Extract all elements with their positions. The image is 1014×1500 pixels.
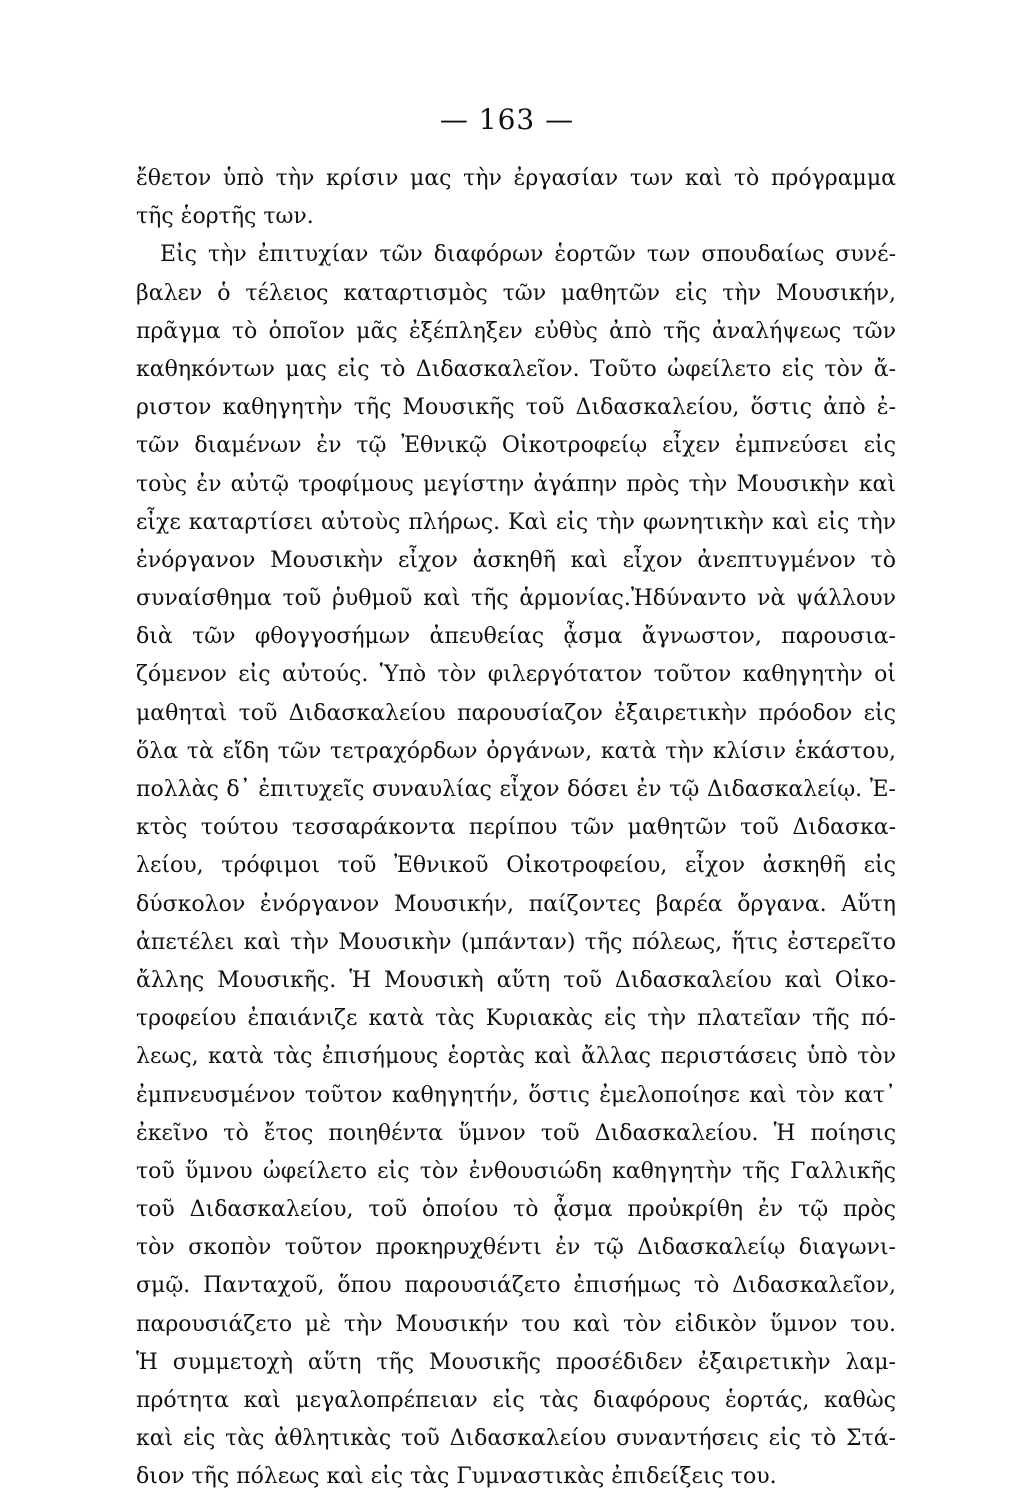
text-line: Ἡ συμμετοχὴ αὕτη τῆς Μουσικῆς προσέδιδεν ἐξαιρετικὴν λαμ- [136,1349,896,1375]
text-line: παρουσιάζετο μὲ τὴν Μουσικήν του καὶ τὸν εἰδικὸν ὕμνον του. [136,1311,896,1337]
text-line: τοῦ ὕμνου ὠφείλετο εἰς τὸν ἐνθουσιώδη καθηγητὴν τῆς Γαλλικῆς [136,1158,896,1184]
text-line: δύσκολον ἐνόργανον Μουσικήν, παίζοντες βαρέα ὄργανα. Αὕτη [136,891,896,917]
text-line: τοῦ Διδασκαλείου, τοῦ ὁποίου τὸ ᾆσμα προὐκρίθη ἐν τῷ πρὸς [136,1197,896,1223]
text-line: τροφείου ἐπαιάνιζε κατὰ τὰς Κυριακὰς εἰς τὴν πλατεῖαν τῆς πό- [136,1006,896,1032]
text-line: πρότητα καὶ μεγαλοπρέπειαν εἰς τὰς διαφόρους ἑορτάς, καθὼς [136,1388,896,1413]
text-line: καθηκόντων μας εἰς τὸ Διδασκαλεῖον. Τοῦτο ὠφείλετο εἰς τὸν ἄ- [136,356,896,382]
text-line: μαθηταὶ τοῦ Διδασκαλείου παρουσίαζον ἐξαιρετικὴν πρόοδον εἰς [136,700,896,726]
text-line: λείου, τρόφιμοι τοῦ Ἐθνικοῦ Οἰκοτροφείου, εἶχον ἀσκηθῆ εἰς [136,853,896,879]
body-text [136,160,896,1497]
text-line: λεως, κατὰ τὰς ἐπισήμους ἑορτὰς καὶ ἄλλας περιστάσεις ὑπὸ τὸν [136,1044,896,1070]
text-line: διὰ τῶν φθογγοσήμων ἀπευθείας ᾆσμα ἄγνωστον, παρουσια- [136,624,896,650]
text-line: τῆς ἑορτῆς των. [136,204,314,230]
text-line: διον τῆς πόλεως καὶ εἰς τὰς Γυμναστικὰς ἐπιδείξεις του. [136,1464,777,1490]
text-line: καὶ εἰς τὰς ἀθλητικὰς τοῦ Διδασκαλείου συναντήσεις εἰς τὸ Στά- [136,1426,896,1452]
paragraph-start-line: Εἰς τὴν ἐπιτυχίαν τῶν διαφόρων ἑορτῶν των σπουδαίως συνέ- [160,242,896,268]
text-line: κτὸς τούτου τεσσαράκοντα περίπου τῶν μαθητῶν τοῦ Διδασκα- [136,815,896,841]
text-line: σμῷ. Πανταχοῦ, ὅπου παρουσιάζετο ἐπισήμως τὸ Διδασκαλεῖον, [136,1273,896,1299]
text-line: ζόμενον εἰς αὐτούς. Ὑπὸ τὸν φιλεργότατον τοῦτον καθηγητὴν οἱ [136,662,896,688]
text-line: ἐκεῖνο τὸ ἔτος ποιηθέντα ὕμνον τοῦ Διδασκαλείου. Ἡ ποίησις [136,1120,896,1146]
text-line: συναίσθημα τοῦ ῥυθμοῦ καὶ τῆς ἁρμονίας.Ἠδύναντο νὰ ψάλλουν [136,586,896,612]
text-line: ριστον καθηγητὴν τῆς Μουσικῆς τοῦ Διδασκαλείου, ὅστις ἀπὸ ἐ- [136,395,896,421]
text-line: τοὺς ἐν αὐτῷ τροφίμους μεγίστην ἀγάπην πρὸς τὴν Μουσικὴν καὶ [136,471,896,497]
text-line: πρᾶγμα τὸ ὁποῖον μᾶς ἐξέπληξεν εὐθὺς ἀπὸ τῆς ἀναλήψεως τῶν [136,318,896,344]
text-line: ἐμπνευσμένον τοῦτον καθηγητήν, ὅστις ἐμελοποίησε καὶ τὸν κατ᾽ [136,1082,896,1108]
page-number: — 163 — [439,103,575,136]
text-line: βαλεν ὁ τέλειος καταρτισμὸς τῶν μαθητῶν εἰς τὴν Μουσικήν, [136,280,896,306]
text-line: ἔθετον ὑπὸ τὴν κρίσιν μας τὴν ἐργασίαν των καὶ τὸ πρόγραμμα [136,166,896,191]
text-line: πολλὰς δ᾽ ἐπιτυχεῖς συναυλίας εἶχον δόσει ἐν τῷ Διδασκαλείῳ. Ἐ- [136,777,896,802]
text-line: τὸν σκοπὸν τοῦτον προκηρυχθέντι ἐν τῷ Διδασκαλείῳ διαγωνι- [136,1235,896,1261]
text-line: ἄλλης Μουσικῆς. Ἡ Μουσικὴ αὕτη τοῦ Διδασκαλείου καὶ Οἰκο- [136,967,896,993]
text-line: εἶχε καταρτίσει αὐτοὺς πλήρως. Καὶ εἰς τὴν φωνητικὴν καὶ εἰς τὴν [136,509,896,535]
text-line: ὅλα τὰ εἴδη τῶν τετραχόρδων ὀργάνων, κατὰ τὴν κλίσιν ἑκάστου, [136,738,896,764]
text-line: ἐνόργανον Μουσικὴν εἶχον ἀσκηθῆ καὶ εἶχον ἀνεπτυγμένον τὸ [136,547,896,573]
text-line: ἀπετέλει καὶ τὴν Μουσικὴν (μπάνταν) τῆς πόλεως, ἥτις ἐστερεῖτο [136,929,896,955]
text-line: τῶν διαμένων ἐν τῷ Ἐθνικῷ Οἰκοτροφείῳ εἶχεν ἐμπνεύσει εἰς [136,433,896,459]
